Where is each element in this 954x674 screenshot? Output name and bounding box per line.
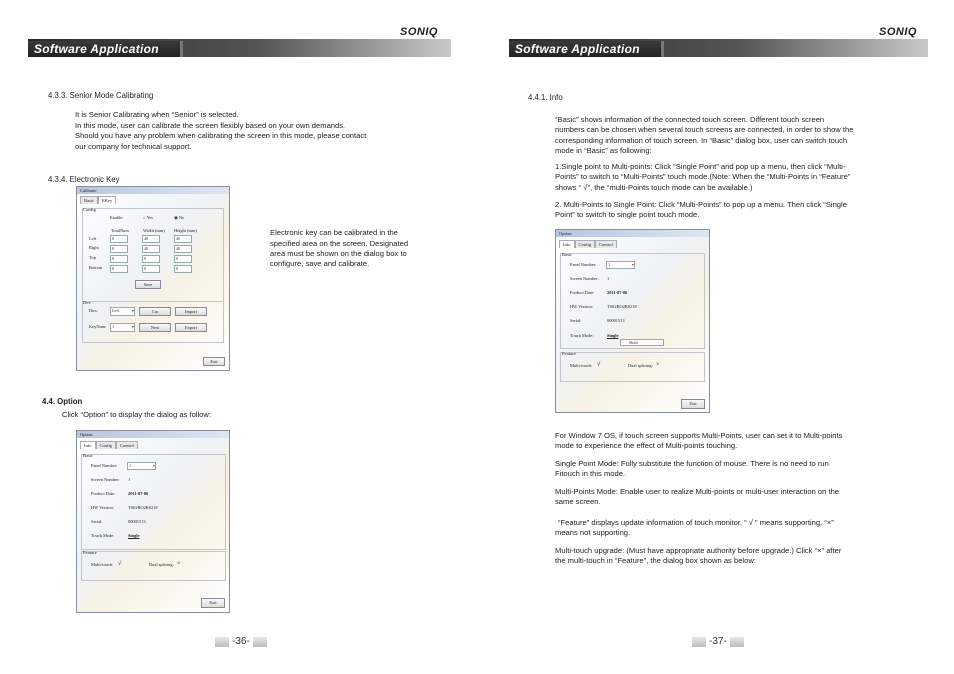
tab-config[interactable]: Config — [575, 240, 596, 248]
yes-radio[interactable]: ○ Yes — [143, 215, 153, 220]
paragraph-line: Points” to switch to “Multi-Points” touch mode.(Note: When the “Multi-Points in “Feature” — [555, 172, 851, 181]
panel-label: Panel Number: — [91, 463, 118, 468]
paragraph-line: mode to experience the effect of Multi-points touching. — [555, 441, 738, 450]
width-field[interactable]: 0 — [142, 265, 160, 273]
section-title: 4.3.4. Electronic Key — [48, 175, 120, 184]
chevron-down-icon: ▾ — [152, 463, 155, 468]
date-value: 2011-07-06 — [607, 290, 628, 295]
section-header: Software Application — [509, 41, 664, 57]
total-field[interactable]: 0 — [110, 265, 128, 273]
keynum-select[interactable]: 1 ▾ — [110, 323, 135, 332]
screen-label: Screen Number: — [570, 276, 599, 281]
col-header: Height (mm) — [174, 228, 197, 233]
no-radio[interactable]: ◉ No — [174, 215, 185, 220]
chevron-down-icon: ▾ — [131, 324, 134, 329]
total-field[interactable]: 0 — [110, 255, 128, 263]
exit-button[interactable]: Exit — [201, 598, 225, 608]
paragraph-line: specified area on the screen. Designated — [270, 239, 409, 248]
paragraph-line: Fitouch in this mode. — [555, 469, 626, 478]
width-field[interactable]: 40 — [142, 235, 160, 243]
panel-select[interactable]: 1 ▾ — [608, 262, 634, 267]
radio-selected-icon: ◉ — [174, 215, 179, 220]
paragraph-line: shows “ √”, the “multi-Points touch mode can be available.) — [555, 183, 753, 192]
paragraph-line: Single Point Mode: Fully substitute the function of mouse. There is no need to run — [555, 459, 829, 468]
hw-value: TS02RO2B0218 — [128, 505, 158, 510]
save-button[interactable]: Save — [135, 280, 161, 289]
page-number-ornament — [692, 637, 706, 647]
brand-logo: SONIQ — [879, 26, 917, 38]
cur-button[interactable]: Cur — [139, 307, 171, 316]
dirs-select[interactable]: Left ▾ — [110, 307, 135, 316]
page-number: -36- — [215, 636, 267, 647]
export-button[interactable]: Export — [175, 323, 207, 332]
tab-ekey[interactable]: EKey — [98, 196, 116, 204]
serial-value: 00001513 — [128, 519, 146, 524]
row-label: Bottom — [89, 265, 103, 270]
group-label: Feature — [562, 351, 576, 356]
page-number-ornament — [253, 637, 267, 647]
chevron-down-icon: ▾ — [131, 308, 134, 313]
tab-config[interactable]: Config — [96, 441, 117, 449]
touch-mode-select[interactable]: Single — [607, 333, 619, 338]
date-label: Product Date: — [91, 491, 116, 496]
page-number-ornament — [215, 637, 229, 647]
dual-value[interactable]: × — [177, 561, 181, 567]
group-label: Basic — [562, 252, 573, 257]
paragraph-line: 1.Single point to Multi-points: Click “Single Point” and pop up a menu, then click “Multi- — [555, 162, 846, 171]
tab-info[interactable]: Info — [80, 441, 96, 449]
panel-select[interactable]: 1 ▾ — [129, 463, 155, 468]
paragraph-line: Should you have any problem when calibrating the screen in this mode, please contact — [75, 131, 367, 140]
dual-value[interactable]: × — [656, 362, 660, 368]
screen-value: 1 — [128, 477, 131, 482]
height-field[interactable]: 0 — [174, 265, 192, 273]
paragraph-line: mode in “Basic” as following: — [555, 146, 652, 155]
paragraph-line: “Feature” displays update information of touch monitor. “ √ ” means supporting, “×” — [558, 518, 834, 527]
total-field[interactable]: 0 — [110, 245, 128, 253]
serial-label: Serial: — [570, 318, 582, 323]
hw-value: TS02RO2B0218 — [607, 304, 637, 309]
dialog-title: Option — [556, 230, 709, 237]
height-field[interactable]: 40 — [174, 235, 192, 243]
paragraph-line: means not supporting. — [555, 528, 631, 537]
paragraph-line: corresponding information of touch screen. In “Basic” dialog box, user can switch touch — [555, 136, 848, 145]
next-button[interactable]: Next — [139, 323, 171, 332]
row-label: Right — [89, 245, 99, 250]
paragraph-line: 2. Multi-Points to Single Point: Click “Multi-Points” to pop up a menu. Then click “Single — [555, 200, 847, 209]
multitouch-value[interactable]: √ — [597, 362, 601, 368]
touch-label: Touch Mode: — [570, 333, 594, 338]
option-dialog — [76, 430, 230, 613]
tab-info[interactable]: Info — [559, 240, 575, 248]
paragraph-line: area must be shown on the dialog box to — [270, 249, 407, 258]
touch-label: Touch Mode: — [91, 533, 115, 538]
paragraph-line: the multi-touch in “Feature”, the dialog box shown as below: — [555, 556, 756, 565]
dialog-title: Calibrate — [77, 187, 229, 194]
paragraph-line: Click “Option” to display the dialog as follow: — [62, 410, 211, 419]
tab-control[interactable]: Control — [116, 441, 138, 449]
height-field[interactable]: 40 — [174, 245, 192, 253]
section-title: 4.4.1. Info — [528, 93, 563, 102]
section-title: 4.3.3. Senior Mode Calibrating — [48, 91, 154, 100]
ekey-dialog — [76, 186, 230, 371]
paragraph-line: Point” to switch to single point touch mode. — [555, 210, 700, 219]
paragraph-line: numbers can be chosen when several touch screens are connected, in order to show the — [555, 125, 854, 134]
dialog-title: Option — [77, 431, 229, 438]
hw-label: HW Version: — [570, 304, 593, 309]
section-header: Software Application — [28, 41, 183, 57]
serial-value: 00001513 — [607, 318, 625, 323]
date-value: 2011-07-06 — [128, 491, 149, 496]
dual-label: Dual splicing: — [628, 363, 653, 368]
tab-control[interactable]: Control — [595, 240, 617, 248]
dual-label: Dual splicing: — [149, 562, 174, 567]
paragraph-line: In this mode, user can calibrate the screen flexibly based on your own demands. — [75, 121, 346, 130]
paragraph-line: Multi-Points Mode: Enable user to realize Multi-points or multi-user interaction on the — [555, 487, 840, 496]
width-field[interactable]: 40 — [142, 245, 160, 253]
radio-icon: ○ — [143, 215, 147, 220]
multitouch-label: Multi-touch: — [570, 363, 593, 368]
col-header: Width (mm) — [143, 228, 165, 233]
enable-label: Enable: — [110, 215, 124, 220]
paragraph-line: For Window 7 OS, if touch screen supports Multi-Points, user can set it to Multi-points — [555, 431, 843, 440]
paragraph-line: It is Senior Calibrating when “Senior” is selected. — [75, 110, 239, 119]
multitouch-value[interactable]: √ — [118, 561, 122, 567]
import-button[interactable]: Import — [175, 307, 207, 316]
col-header: TotalNum — [111, 228, 129, 233]
group-label: Basic — [83, 453, 94, 458]
page-number-ornament — [730, 637, 744, 647]
hw-label: HW Version: — [91, 505, 114, 510]
option-dialog — [555, 229, 710, 413]
tab-basic[interactable]: Basic — [80, 196, 98, 204]
total-field[interactable]: 0 — [110, 235, 128, 243]
brand-logo: SONIQ — [400, 26, 438, 38]
paragraph-line: same screen. — [555, 497, 601, 506]
section-title: 4.4. Option — [42, 397, 83, 406]
paragraph-line: our company for technical support. — [75, 142, 192, 151]
paragraph-line: Multi-touch upgrade: (Must have appropriate authority before upgrade.) Click “×” after — [555, 546, 842, 555]
page-number: -37- — [692, 636, 744, 647]
keynum-label: KeyNum: — [89, 324, 107, 329]
exit-button[interactable]: Exit — [681, 399, 705, 409]
screen-label: Screen Number: — [91, 477, 120, 482]
group-label: Dev — [83, 300, 91, 305]
panel-label: Panel Number: — [570, 262, 597, 267]
dirs-label: Dirs: — [89, 308, 98, 313]
multitouch-label: Multi-touch: — [91, 562, 114, 567]
paragraph-line: “Basic” shows information of the connected touch screen. Different touch screen — [555, 115, 825, 124]
screen-value: 1 — [607, 276, 610, 281]
touch-mode-select[interactable]: Single — [128, 533, 140, 538]
row-label: Left — [89, 236, 97, 241]
serial-label: Serial: — [91, 519, 103, 524]
touch-mode-popup-multi[interactable]: Multi — [620, 339, 664, 346]
exit-button[interactable]: Exit — [203, 357, 225, 366]
paragraph-line: configure, save and calibrate. — [270, 259, 370, 268]
group-label: Config — [83, 207, 96, 212]
height-field[interactable]: 0 — [174, 255, 192, 263]
date-label: Product Date: — [570, 290, 595, 295]
paragraph-line: Electronic key can be calibrated in the — [270, 228, 398, 237]
row-label: Top — [89, 255, 96, 260]
group-label: Feature — [83, 550, 97, 555]
chevron-down-icon: ▾ — [631, 262, 634, 267]
width-field[interactable]: 0 — [142, 255, 160, 263]
